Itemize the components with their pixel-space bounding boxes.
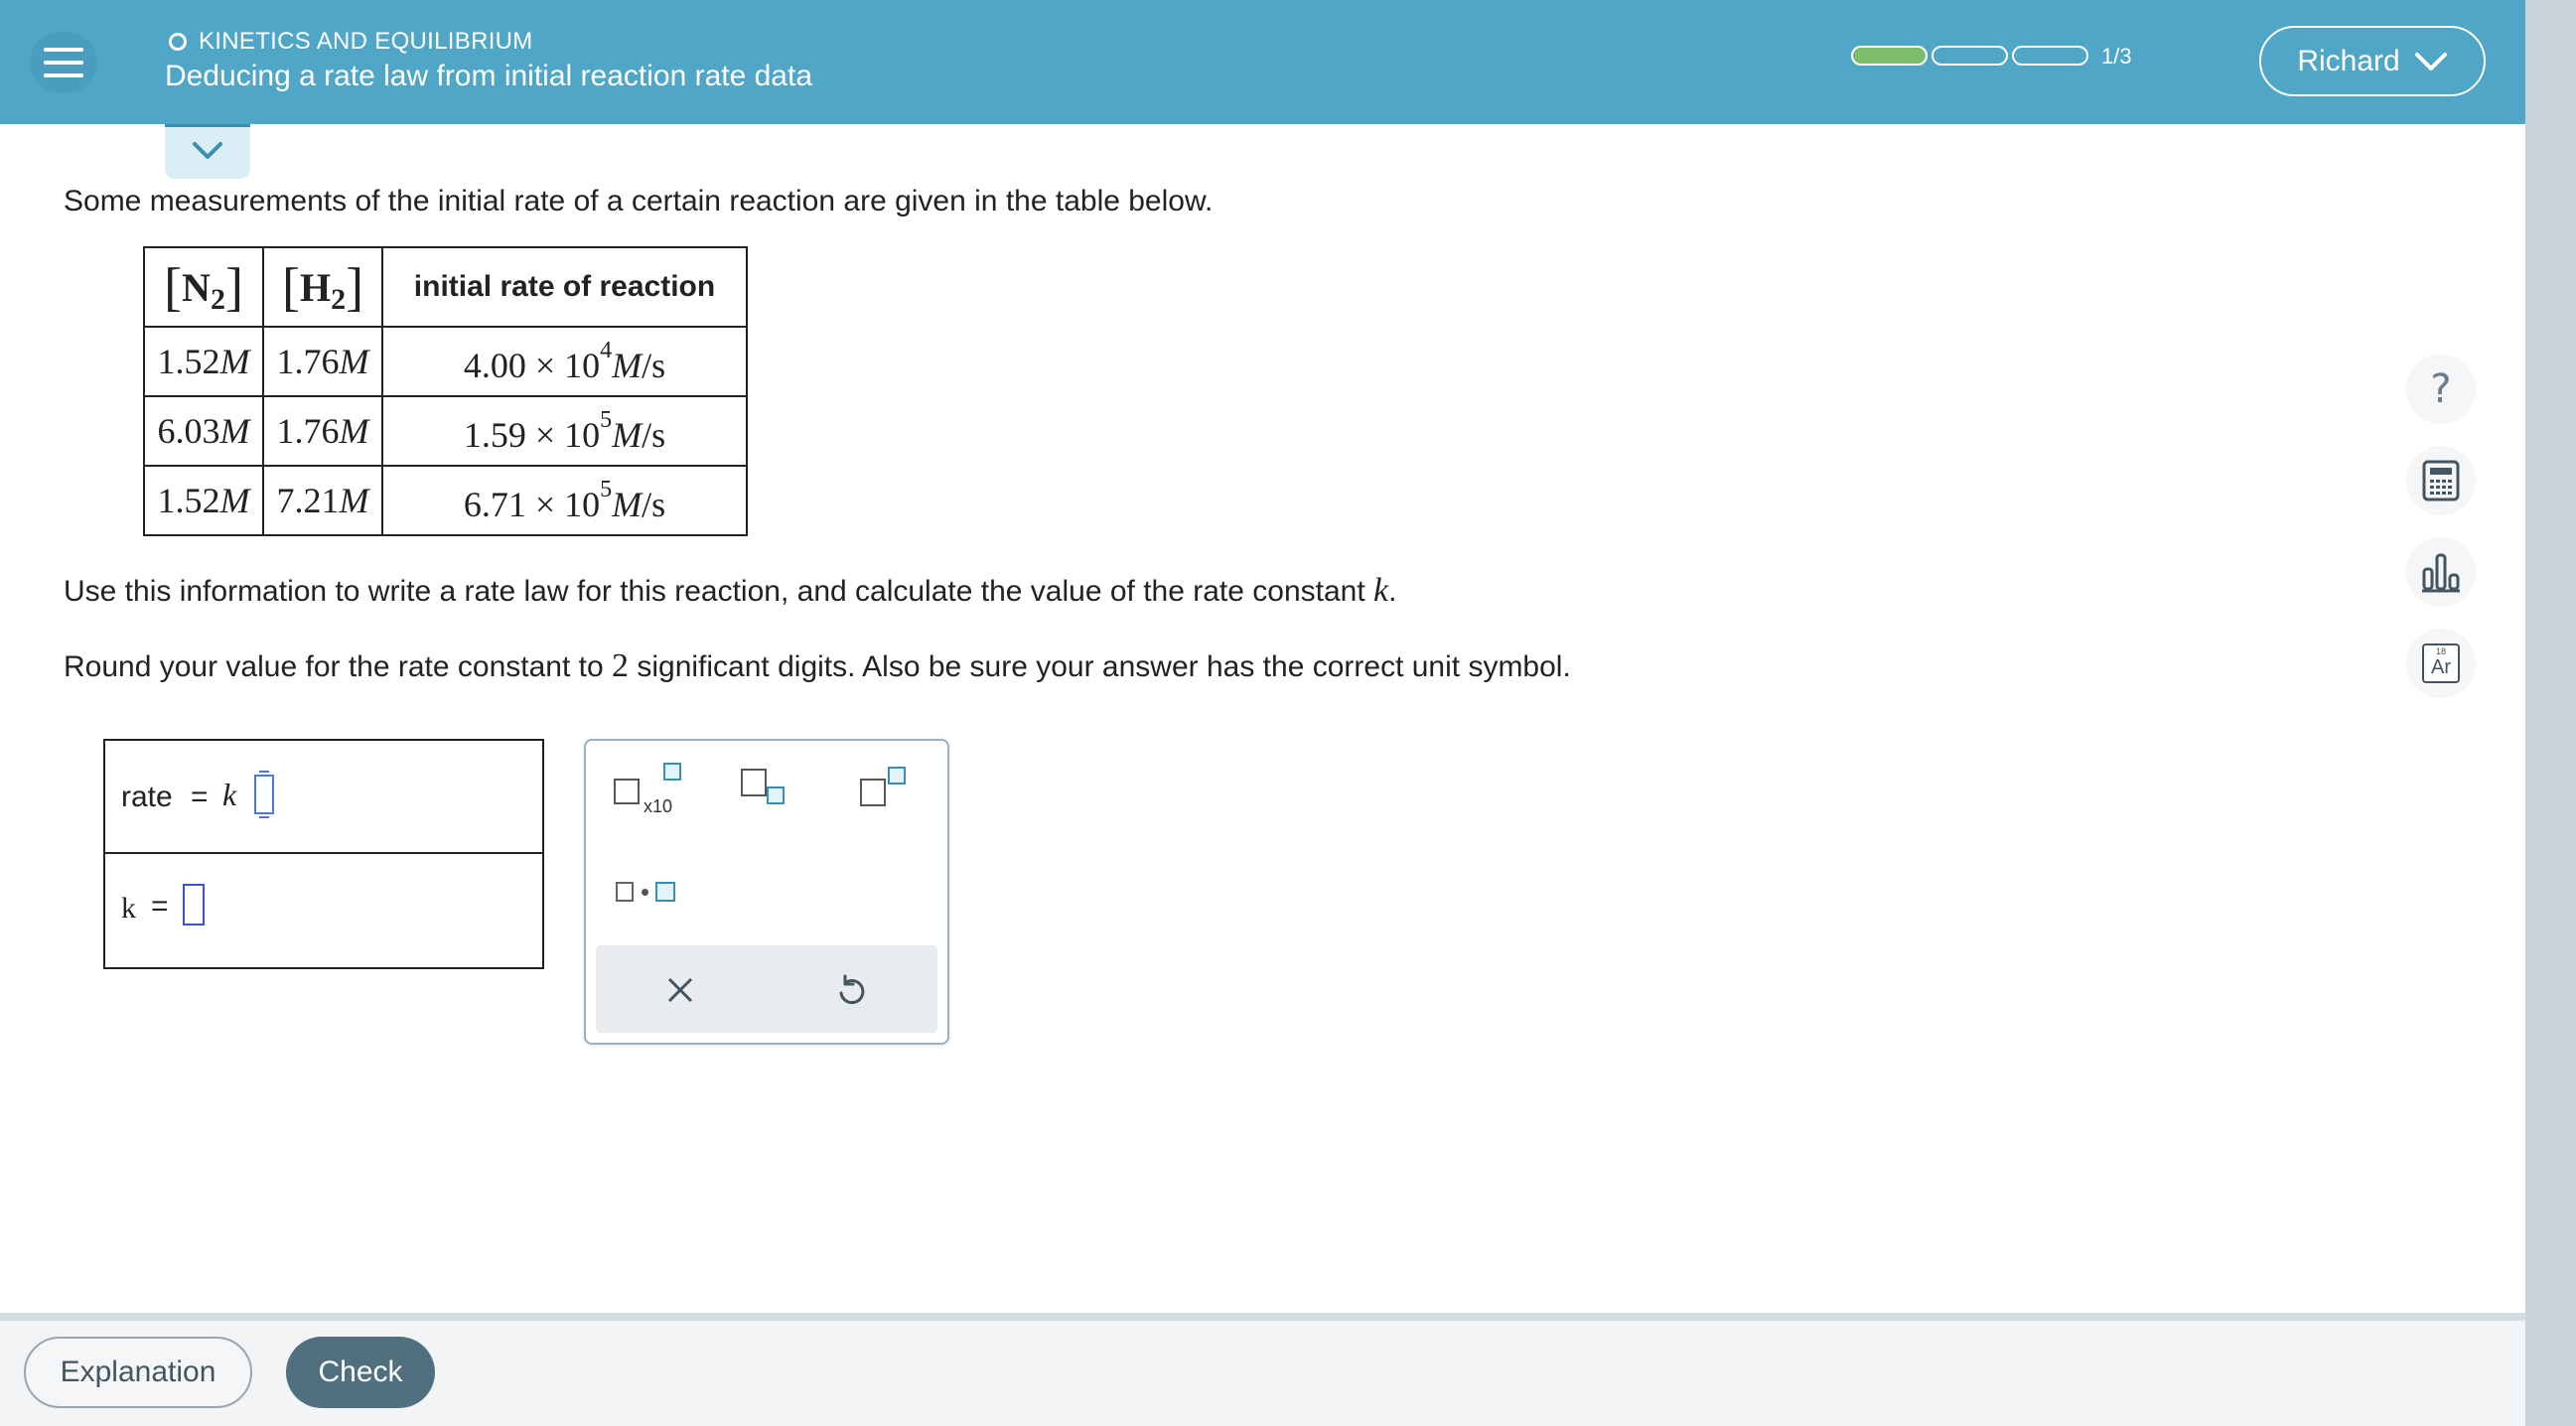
- progress-bar: [1851, 46, 2088, 66]
- rate-label: rate: [121, 781, 173, 813]
- element-number: 18: [2435, 646, 2446, 656]
- table-row: [144, 466, 747, 535]
- check-button[interactable]: Check: [286, 1337, 435, 1408]
- base-box-icon: [860, 779, 886, 806]
- right-box-icon: [655, 882, 675, 902]
- topic-row: [169, 28, 533, 56]
- equals-sign: =: [151, 890, 169, 923]
- rate-law-row: [105, 741, 542, 854]
- k-value-input[interactable]: [183, 884, 205, 926]
- instruction-rate-law: Use this information to write a rate law for this reaction, and calculate the value of the rate constant k.: [64, 572, 1397, 609]
- left-box-icon: [616, 882, 634, 902]
- data-chart-button[interactable]: [2406, 537, 2476, 607]
- base-box-icon: [614, 779, 640, 804]
- x10-label: x10: [644, 796, 673, 816]
- page-title: Deducing a rate law from initial reaction rate data: [165, 60, 813, 92]
- cell-rate: $6.71 \times 10^5M/s$: [382, 466, 747, 535]
- table-row: [144, 327, 747, 396]
- scrollbar-track[interactable]: [2525, 0, 2576, 1426]
- calculator-icon: [2422, 460, 2460, 501]
- subscript-button[interactable]: [741, 769, 800, 818]
- multiplication-dot-button[interactable]: [616, 878, 685, 908]
- cell-n2: 1.52M: [144, 466, 263, 535]
- rate-data-table: [143, 246, 748, 536]
- superscript-box-icon: [888, 767, 906, 784]
- help-button[interactable]: [2406, 355, 2476, 424]
- periodic-table-button[interactable]: [2406, 629, 2476, 698]
- collapse-toggle-button[interactable]: [165, 124, 250, 179]
- cell-rate: $4.00 \times 10^4M/s$: [382, 327, 747, 396]
- undo-icon: [835, 973, 867, 1007]
- close-icon: [665, 975, 695, 1005]
- undo-button[interactable]: [826, 965, 876, 1015]
- progress-segment: [1932, 46, 2008, 66]
- exponent-box-icon: [663, 763, 681, 781]
- footer-divider: [0, 1313, 2525, 1321]
- rate-constant-symbol: k: [222, 777, 237, 812]
- calculator-button[interactable]: [2406, 446, 2476, 515]
- scientific-notation-button[interactable]: [614, 769, 693, 818]
- question-icon: ?: [2430, 366, 2452, 412]
- cell-n2: 1.52M: [144, 327, 263, 396]
- element-symbol: Ar: [2431, 656, 2451, 678]
- table-header-row: [144, 247, 747, 327]
- progress-segment-complete: [1851, 46, 1928, 66]
- problem-intro: Some measurements of the initial rate of a certain reaction are given in the table below.: [64, 185, 1214, 217]
- header-n2-concentration: $[N_2]$: [144, 247, 263, 327]
- dot-icon: [642, 889, 648, 896]
- superscript-button[interactable]: [860, 769, 920, 818]
- progress-text: 1/3: [2101, 44, 2132, 69]
- hamburger-icon-line: [44, 61, 83, 65]
- bar-chart-icon: [2420, 551, 2462, 593]
- chevron-down-icon: [2414, 51, 2448, 72]
- footer-bar: [0, 1321, 2525, 1426]
- cell-h2: 7.21M: [263, 466, 382, 535]
- clear-button[interactable]: [655, 965, 705, 1015]
- math-palette: [584, 739, 949, 1045]
- answer-box: [103, 739, 544, 969]
- chevron-down-icon: [191, 140, 224, 167]
- rate-law-input[interactable]: [254, 775, 274, 814]
- cell-n2: 6.03M: [144, 396, 263, 466]
- hamburger-icon-line: [44, 73, 83, 77]
- topic-circle-icon: [169, 33, 187, 51]
- menu-button[interactable]: [30, 32, 97, 93]
- palette-action-bar: [596, 945, 937, 1033]
- subscript-box-icon: [767, 786, 785, 804]
- user-menu-button[interactable]: [2259, 26, 2486, 96]
- instruction-rounding: Round your value for the rate constant to 2 significant digits. Also be sure your answer has the correct unit symbol.: [64, 647, 1571, 684]
- explanation-button[interactable]: Explanation: [24, 1337, 252, 1408]
- periodic-element-icon: [2422, 643, 2460, 683]
- k-label: k: [121, 892, 136, 925]
- cell-rate: $1.59 \times 10^5M/s$: [382, 396, 747, 466]
- topic-label: KINETICS AND EQUILIBRIUM: [199, 28, 533, 55]
- header-initial-rate: initial rate of reaction: [382, 247, 747, 327]
- user-name: Richard: [2297, 44, 2400, 77]
- hamburger-icon-line: [44, 48, 83, 52]
- header-h2-concentration: $[H_2]$: [263, 247, 382, 327]
- cell-h2: 1.76M: [263, 327, 382, 396]
- table-row: [144, 396, 747, 466]
- equals-sign: =: [191, 781, 209, 813]
- header-bar: [0, 0, 2525, 124]
- cell-h2: 1.76M: [263, 396, 382, 466]
- progress-segment: [2012, 46, 2088, 66]
- base-box-icon: [741, 769, 767, 796]
